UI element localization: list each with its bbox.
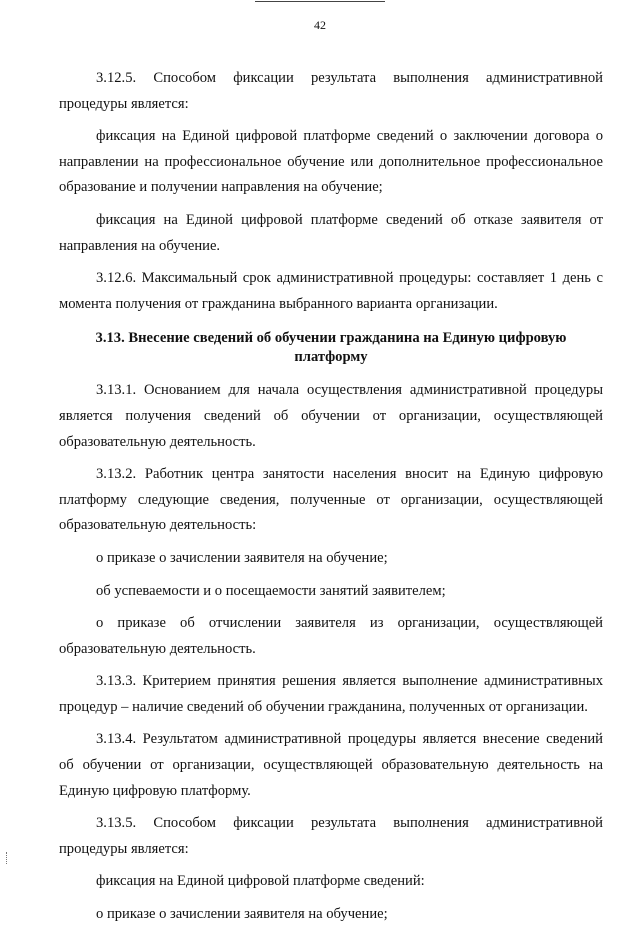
- page-number: 42: [314, 18, 326, 32]
- section-heading: 3.13. Внесение сведений об обучении гражданина на Единую цифровую платформу: [95, 330, 567, 366]
- list-item-expulsion-order: о приказе об отчислении заявителя из организации, осуществляющей образовательную деятельность.: [59, 615, 603, 657]
- paragraph-3-13-5: 3.13.5. Способом фиксации результата выполнения административной процедуры является:: [59, 815, 603, 857]
- top-edge-line: [255, 1, 385, 2]
- paragraph-3-13-4: 3.13.4. Результатом административной процедуры является внесение сведений об обучении от организации, осуществляющей образовательную деятельность на Единую цифровую платформу.: [59, 731, 603, 799]
- paragraph-3-12-6: 3.12.6. Максимальный срок административной процедуры: составляет 1 день с момента получения от гражданина выбранного варианта организации.: [59, 270, 603, 312]
- list-item-attendance: об успеваемости и о посещаемости занятий заявителем;: [96, 582, 446, 599]
- paragraph-3-13-3: 3.13.3. Критерием принятия решения является выполнение административных процедур – наличие сведений об обучении гражданина, полученных от организации.: [59, 673, 603, 715]
- scan-artifact: [6, 852, 9, 864]
- paragraph-3-13-1: 3.13.1. Основанием для начала осуществления административной процедуры является получения сведений об обучении от организации, осуществляющей образовательную деятельность.: [59, 382, 603, 450]
- document-body: [59, 66, 603, 935]
- list-item-enrollment-order-2: о приказе о зачислении заявителя на обучение;: [96, 906, 388, 923]
- paragraph-fixation-info: фиксация на Единой цифровой платформе сведений:: [96, 873, 425, 890]
- paragraph-3-12-5: 3.12.5. Способом фиксации результата выполнения административной процедуры является:: [59, 70, 603, 112]
- paragraph-fixation-refusal: фиксация на Единой цифровой платформе сведений об отказе заявителя от направления на обучение.: [59, 211, 603, 254]
- list-item-enrollment-order: о приказе о зачислении заявителя на обучение;: [96, 549, 388, 566]
- paragraph-3-13-2: 3.13.2. Работник центра занятости населения вносит на Единую цифровую платформу следующие сведения, полученные от организации, осуществляющей образовательную деятельность:: [59, 466, 603, 534]
- paragraph-fixation-contract: фиксация на Единой цифровой платформе сведений о заключении договора о направлении на профессиональное обучение или дополнительное профессиональное образование и получении направления на обучение;: [59, 128, 603, 196]
